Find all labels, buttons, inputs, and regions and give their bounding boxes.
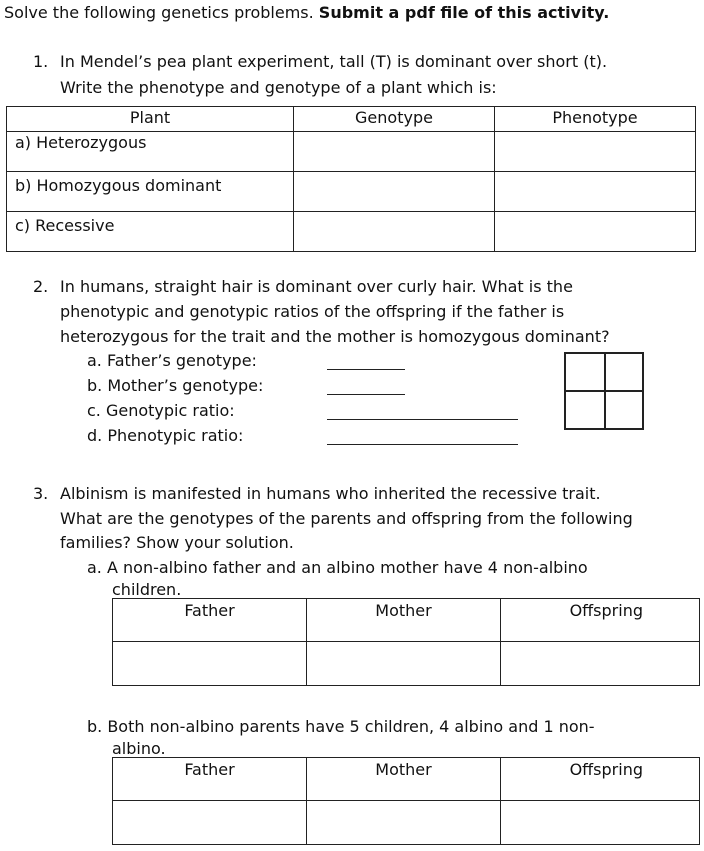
q1-number: 1. [33, 52, 49, 71]
phenotypic-ratio-blank[interactable] [327, 444, 518, 445]
punnett-square[interactable] [564, 352, 644, 430]
father-answer-cell[interactable] [113, 801, 307, 845]
col-header-mother: Mother [307, 599, 501, 642]
table-row [113, 801, 700, 845]
q2-number: 2. [33, 277, 49, 296]
q1-table [6, 106, 696, 252]
father-answer-cell[interactable] [113, 642, 307, 686]
mothers-genotype-blank[interactable] [327, 394, 405, 395]
table-header-row [113, 758, 700, 801]
q1-line-1: In Mendel’s pea plant experiment, tall (T) is dominant over short (t). [60, 52, 608, 71]
table-header-row [113, 599, 700, 642]
q3a-line-2: children. [112, 580, 182, 599]
table-row [7, 212, 696, 252]
q3-number: 3. [33, 484, 49, 503]
col-header-father: Father [113, 599, 307, 642]
genotype-cell[interactable] [294, 212, 495, 252]
row-label-heterozygous: a) Heterozygous [7, 132, 294, 172]
q3b-table [112, 757, 700, 845]
q3a-line-1: a. A non-albino father and an albino mother have 4 non-albino [87, 558, 588, 577]
table-row [7, 172, 696, 212]
q3b-line-2: albino. [112, 739, 166, 758]
q3-line-2: What are the genotypes of the parents and offspring from the following [60, 509, 633, 528]
col-header-plant: Plant [7, 107, 294, 132]
phenotype-cell[interactable] [495, 132, 696, 172]
instructions [4, 3, 609, 22]
col-header-phenotype: Phenotype [495, 107, 696, 132]
table-header-row [7, 107, 696, 132]
phenotype-cell[interactable] [495, 212, 696, 252]
genotype-cell[interactable] [294, 172, 495, 212]
row-label-recessive: c) Recessive [7, 212, 294, 252]
mother-answer-cell[interactable] [307, 642, 501, 686]
fathers-genotype-label: a. Father’s genotype: [87, 351, 257, 370]
q3a-table [112, 598, 700, 686]
table-row [113, 642, 700, 686]
mother-answer-cell[interactable] [307, 801, 501, 845]
q1-line-2: Write the phenotype and genotype of a plant which is: [60, 78, 497, 97]
instructions-text: Solve the following genetics problems. [4, 3, 314, 22]
punnett-divider-horizontal [566, 390, 642, 392]
fathers-genotype-blank[interactable] [327, 369, 405, 370]
q3b-line-1: b. Both non-albino parents have 5 children, 4 albino and 1 non- [87, 717, 595, 736]
col-header-offspring: Offspring [501, 599, 700, 642]
q2-line-2: phenotypic and genotypic ratios of the offspring if the father is [60, 302, 565, 321]
q2-line-3: heterozygous for the trait and the mother is homozygous dominant? [60, 327, 610, 346]
q3-line-3: families? Show your solution. [60, 533, 294, 552]
table-row [7, 132, 696, 172]
offspring-answer-cell[interactable] [501, 642, 700, 686]
col-header-offspring: Offspring [501, 758, 700, 801]
phenotype-cell[interactable] [495, 172, 696, 212]
row-label-homozygous-dominant: b) Homozygous dominant [7, 172, 294, 212]
genotypic-ratio-label: c. Genotypic ratio: [87, 401, 235, 420]
genotype-cell[interactable] [294, 132, 495, 172]
q2-line-1: In humans, straight hair is dominant over curly hair. What is the [60, 277, 573, 296]
col-header-genotype: Genotype [294, 107, 495, 132]
offspring-answer-cell[interactable] [501, 801, 700, 845]
phenotypic-ratio-label: d. Phenotypic ratio: [87, 426, 244, 445]
col-header-mother: Mother [307, 758, 501, 801]
q3-line-1: Albinism is manifested in humans who inherited the recessive trait. [60, 484, 601, 503]
submit-note: Submit a pdf file of this activity. [318, 3, 610, 22]
mothers-genotype-label: b. Mother’s genotype: [87, 376, 264, 395]
genotypic-ratio-blank[interactable] [327, 419, 518, 420]
col-header-father: Father [113, 758, 307, 801]
